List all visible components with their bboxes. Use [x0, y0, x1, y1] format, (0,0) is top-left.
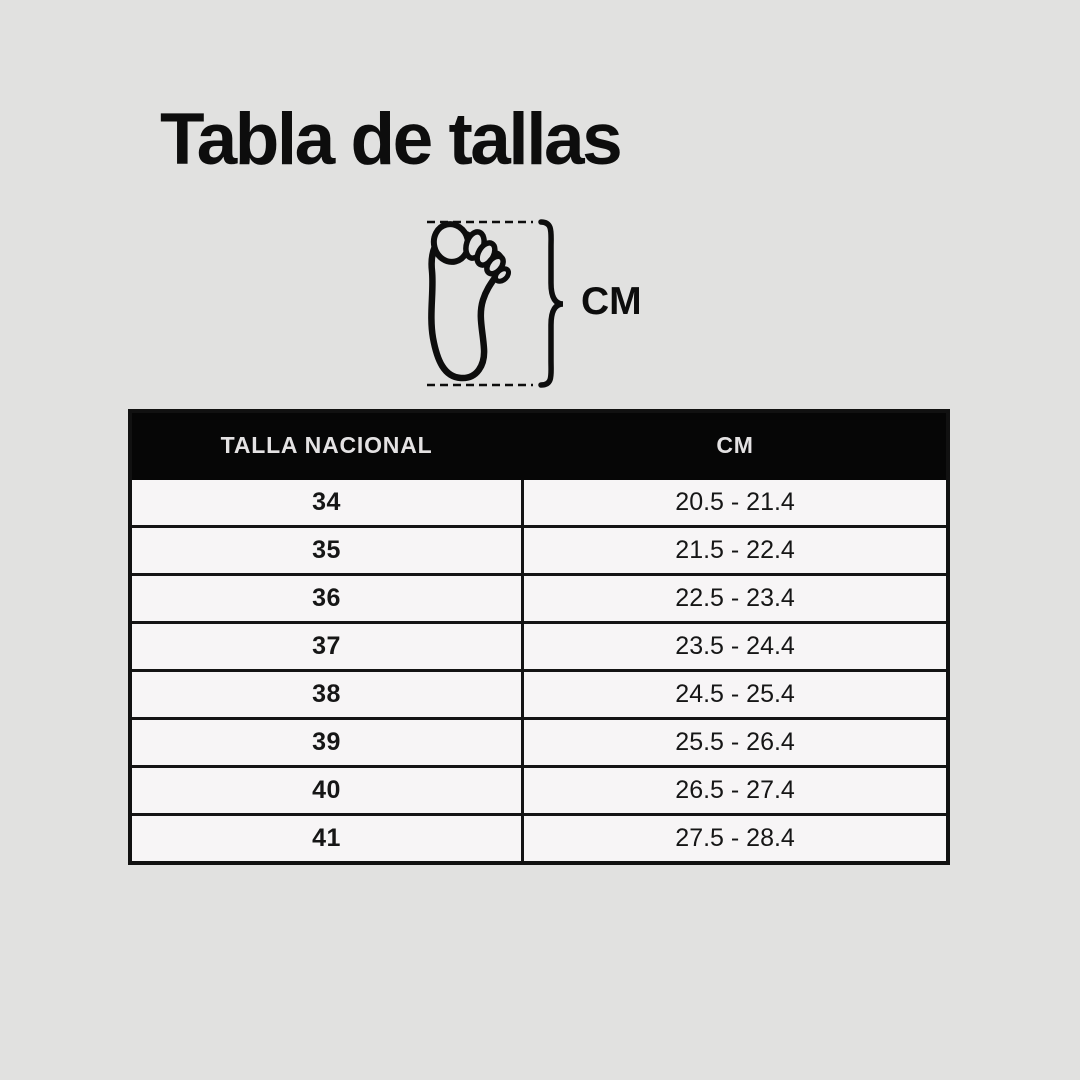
cm-cell: 20.5 - 21.4 [523, 479, 948, 527]
talla-cell: 41 [130, 815, 523, 864]
talla-cell: 35 [130, 527, 523, 575]
cm-measure-label: CM [581, 280, 642, 323]
table-row [130, 575, 948, 623]
table-row [130, 767, 948, 815]
table-row [130, 671, 948, 719]
page-title: Tabla de tallas [160, 99, 621, 180]
cm-cell: 25.5 - 26.4 [523, 719, 948, 767]
talla-cell: 40 [130, 767, 523, 815]
talla-cell: 38 [130, 671, 523, 719]
header-cm: CM [523, 411, 948, 479]
table-row [130, 623, 948, 671]
table-row [130, 815, 948, 864]
talla-cell: 37 [130, 623, 523, 671]
size-table [128, 409, 950, 865]
foot-measure-diagram [420, 208, 680, 400]
table-row [130, 527, 948, 575]
talla-cell: 39 [130, 719, 523, 767]
foot-icon [420, 208, 570, 400]
cm-cell: 24.5 - 25.4 [523, 671, 948, 719]
table-row [130, 719, 948, 767]
cm-cell: 27.5 - 28.4 [523, 815, 948, 864]
talla-cell: 34 [130, 479, 523, 527]
cm-cell: 21.5 - 22.4 [523, 527, 948, 575]
talla-cell: 36 [130, 575, 523, 623]
cm-cell: 26.5 - 27.4 [523, 767, 948, 815]
cm-cell: 22.5 - 23.4 [523, 575, 948, 623]
table-row [130, 479, 948, 527]
cm-cell: 23.5 - 24.4 [523, 623, 948, 671]
header-talla-nacional: TALLA NACIONAL [130, 411, 523, 479]
size-table-header-row [130, 411, 948, 479]
measure-brace-icon [541, 222, 563, 385]
